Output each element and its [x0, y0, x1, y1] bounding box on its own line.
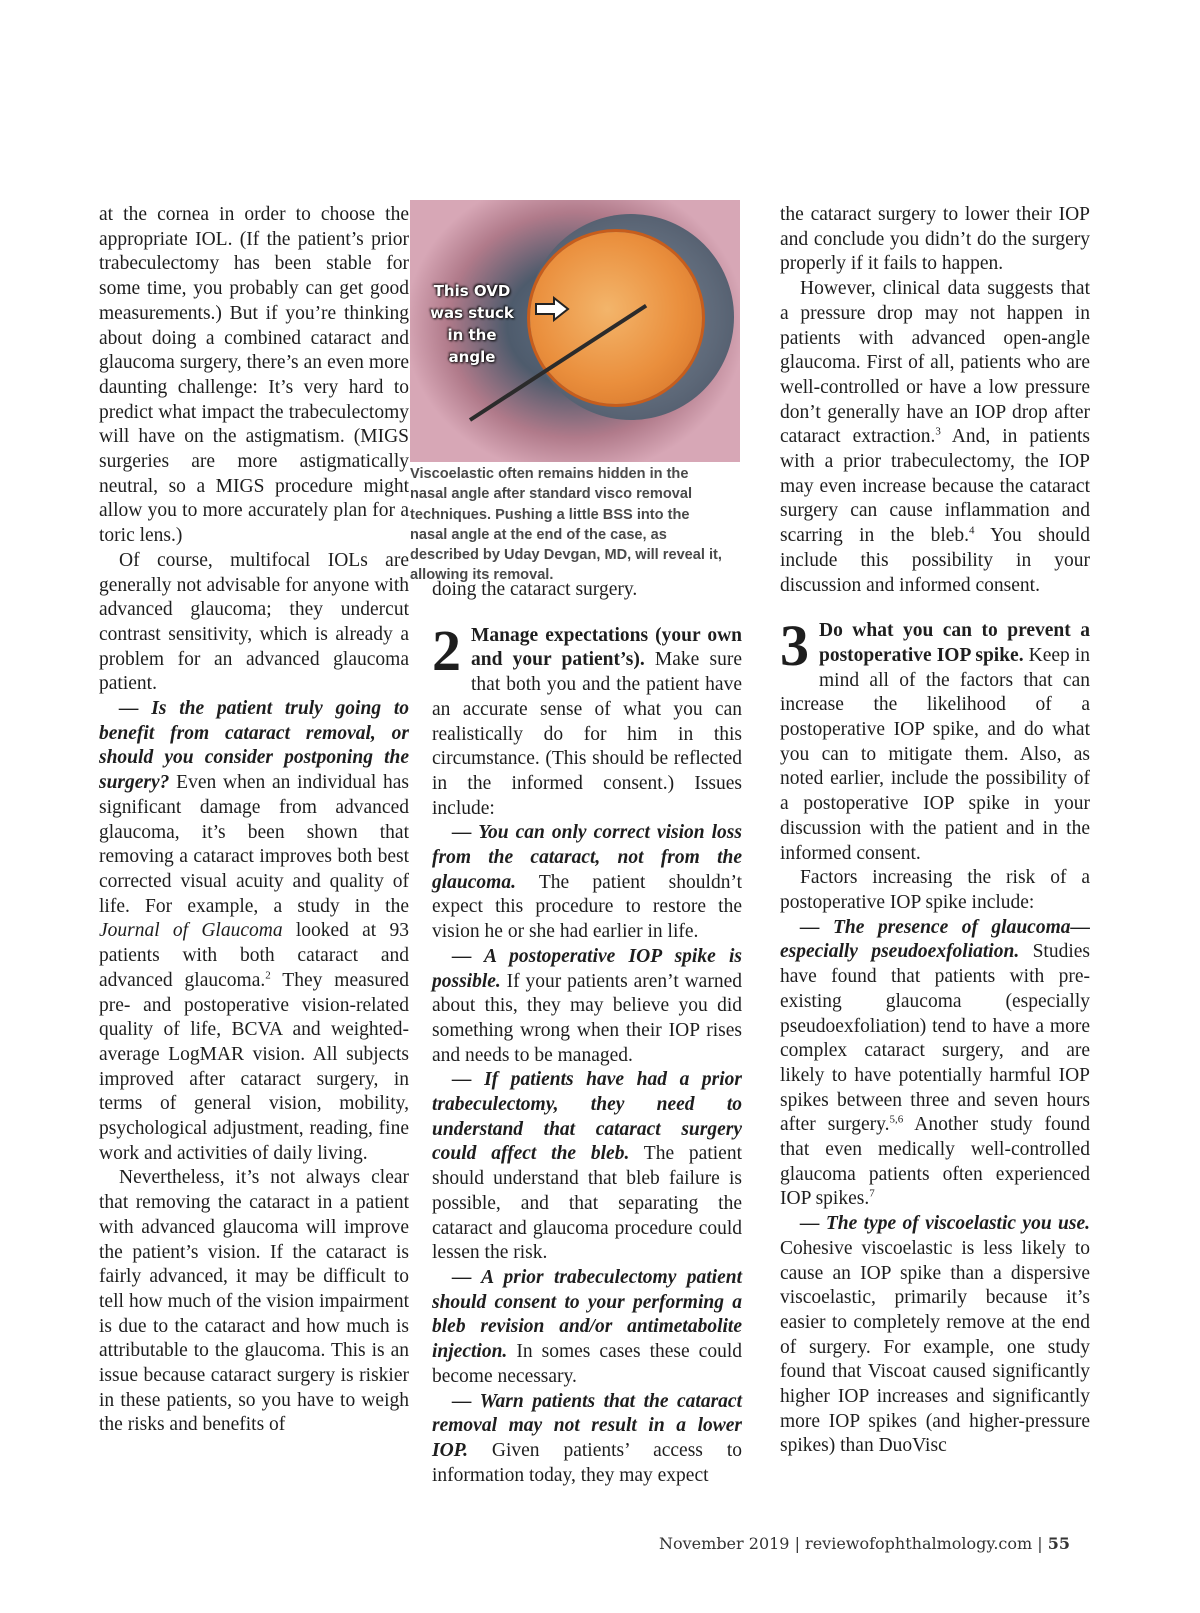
- figure-caption: Viscoelastic often remains hidden in the nasal angle after standard visco removal techniques. Pushing a little BSS into the nasal angle at the end of the case, as described by Uday Devgan, MD, will reveal it, allowing its removal.: [410, 465, 722, 584]
- arrow-right-icon: [534, 296, 570, 322]
- column-2: [432, 578, 742, 1488]
- paragraph: — A prior trabeculectomy patient should consent to your performing a bleb revision and/or antimetabolite injection. In somes cases these could become necessary.: [432, 1266, 742, 1387]
- section-number: 2: [432, 617, 461, 683]
- subheading: — Is the patient truly going to benefit from cataract removal, or should you consider postponing the surgery?: [99, 698, 409, 794]
- subheading: — A prior trabeculectomy patient should consent to your performing a bleb revision and/or antimetabolite injection.: [432, 1266, 742, 1363]
- page-number: 55: [1047, 1534, 1070, 1553]
- paragraph: — Is the patient truly going to benefit from cataract removal, or should you consider postponing the surgery? Even when an individual has significant damage from advanced glaucoma, it’s been shown that removing a cataract improves both best corrected visual acuity and quality of life. For example, a study in the Journal of Glaucoma looked at 93 patients with both cataract and advanced glaucoma.$^2$ They measured pre- and postoperative vision-related quality of life, BCVA and weighted-average LogMAR vision. All subjects improved after cataract surgery, in terms of general vision, mobility, psychological adjustment, reading, fine work and activities of daily living.: [99, 698, 409, 1164]
- paragraph: However, clinical data suggests that a pressure drop may not happen in patients with advanced open-angle glaucoma. First of all, patients who are well-controlled or have a low pressure don’t generally have an IOP drop after cataract extraction.$^3$ And, in patients with a prior trabeculectomy, the IOP may even increase because the cataract surgery can cause inflammation and scarring in the bleb.$^4$ You should include this possibility in your discussion and informed consent.: [780, 278, 1090, 596]
- subheading: — You can only correct vision loss from the cataract, not from the glaucoma.: [432, 822, 742, 893]
- column-3: [780, 203, 1090, 1459]
- paragraph: at the cornea in order to choose the appropriate IOL. (If the patient’s prior trabeculectomy has been stable for some time, you probably can get good measurements.) But if you’re thinking about doing a combined cataract and glaucoma surgery, there’s an even more daunting challenge: It’s very hard to predict what impact the trabeculectomy will have on the astigmatism. (MIGS surgeries are more astigmatically neutral, so a MIGS procedure might allow you to more accurately plan for a toric lens.): [99, 204, 409, 547]
- paragraph: Nevertheless, it’s not always clear that removing the cataract in a patient with advanced glaucoma will improve the patient’s vision. If the cataract is fairly advanced, it may be difficult to tell how much of the vision impairment is due to the cataract and how much is attributable to the glaucoma. This is an issue because cataract surgery is riskier in these patients, so you have to weigh the risks and benefits of: [99, 1167, 409, 1436]
- subheading: — If patients have had a prior trabeculectomy, they need to understand that cataract surgery could affect the bleb.: [432, 1069, 742, 1165]
- reference-marker: 4: [969, 524, 975, 537]
- paragraph: Of course, multifocal IOLs are generally not advisable for anyone with advanced glaucoma; they undercut contrast sensitivity, which is already a problem for an advanced glaucoma patient.: [99, 549, 409, 695]
- journal-title: Journal of Glaucoma: [99, 920, 283, 942]
- section-number: 3: [780, 613, 809, 679]
- paragraph: the cataract surgery to lower their IOP and conclude you didn’t do the surgery properly if it fails to happen.: [780, 204, 1090, 275]
- paragraph: — If patients have had a prior trabeculectomy, they need to understand that cataract surgery could affect the bleb. The patient should understand that bleb failure is possible, and that separating the cataract and glaucoma procedure could lessen the risk.: [432, 1069, 742, 1264]
- paragraph: — The presence of glaucoma—especially pseudoexfoliation. Studies have found that patients with pre-existing glaucoma (especially pseudoexfoliation) tend to have a more complex cataract surgery, and are likely to have potentially harmful IOP spikes between three and seven hours after surgery.$^{5,6}$ Another study found that even medically well-controlled glaucoma patients often experienced IOP spikes.$^7$: [780, 916, 1091, 1210]
- paragraph: — You can only correct vision loss from the cataract, not from the glaucoma. The patient shouldn’t expect this procedure to restore the vision he or she had earlier in life.: [432, 822, 742, 943]
- paragraph: — The type of viscoelastic you use. Cohesive viscoelastic is less likely to cause an IOP spike than a dispersive viscoelastic, primarily because it’s easier to completely remove at the end of surgery. For example, one study found that Viscoat caused significantly higher IOP increases and significantly more IOP spikes (and higher-pressure spikes) than DuoVisc: [780, 1213, 1090, 1457]
- section-heading-2: 2 Manage expectations (your own and your patient’s). Make sure that both you and the patient have an accurate sense of what you can realistically do for him in this circumstance. (This should be reflected in the informed consent.) Issues include:: [432, 617, 742, 819]
- reference-marker: 7: [869, 1187, 875, 1200]
- heading-text: Do what you can to prevent a postoperative IOP spike.: [819, 620, 1090, 666]
- section-heading-3: 3 Do what you can to prevent a postoperative IOP spike. Keep in mind all of the factors that can increase the likelihood of a postoperative IOP spike, and do what you can to mitigate them. Also, as noted earlier, include the possibility of a postoperative IOP spike in your discussion with the patient and in the informed consent.: [780, 613, 1090, 864]
- page-footer: [600, 1534, 1070, 1554]
- heading-text: Manage expectations (your own and your patient’s).: [471, 624, 742, 671]
- subheading: — The type of viscoelastic you use.: [800, 1213, 1090, 1235]
- subheading: — A postoperative IOP spike is possible.: [432, 945, 742, 992]
- reference-marker: 5,6: [889, 1113, 904, 1126]
- ovd-label: This OVD was stuck in the angle: [430, 282, 514, 366]
- reference-marker: 3: [935, 425, 941, 438]
- reference-marker: 2: [265, 969, 271, 982]
- paragraph: Factors increasing the risk of a postoperative IOP spike include:: [780, 867, 1090, 913]
- paragraph: — Warn patients that the cataract removal may not result in a lower IOP. Given patients’ access to information today, they may expect: [432, 1390, 742, 1486]
- subheading: — The presence of glaucoma—especially pseudoexfoliation.: [780, 916, 1090, 963]
- paragraph: — A postoperative IOP spike is possible. If your patients aren’t warned about this, they may believe you did something wrong when their IOP rises and needs to be managed.: [432, 945, 742, 1066]
- surgery-photo: [410, 200, 740, 462]
- subheading: — Warn patients that the cataract removal may not result in a lower IOP.: [432, 1390, 742, 1461]
- column-1: [99, 203, 409, 1438]
- issue-info: November 2019 | reviewofophthalmology.com |: [659, 1534, 1043, 1553]
- paragraph: doing the cataract surgery.: [432, 579, 638, 600]
